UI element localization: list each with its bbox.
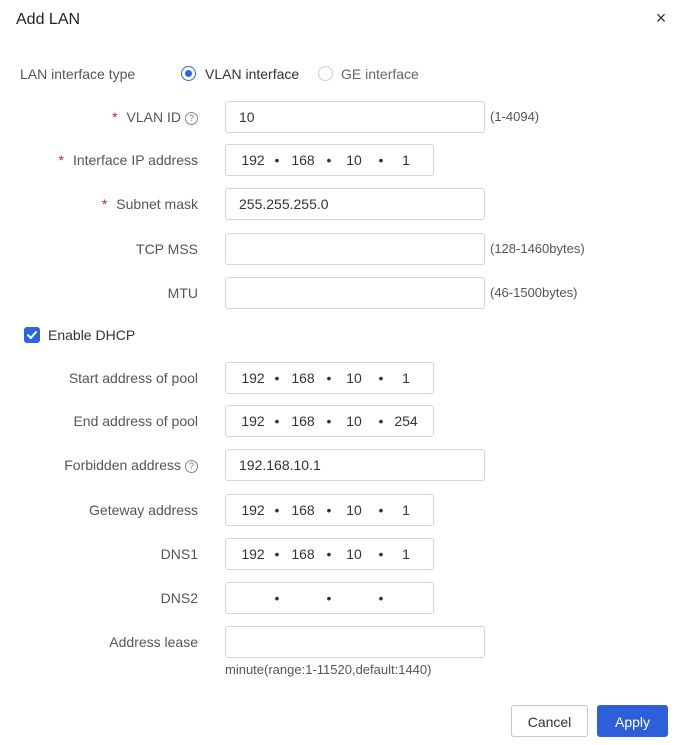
ip-dot: •	[378, 152, 384, 168]
lan-interface-type-row	[0, 59, 687, 89]
subnet-mask-label: * Subnet mask	[101, 196, 198, 212]
close-icon[interactable]: ×	[655, 8, 667, 28]
vlan-id-field[interactable]	[226, 102, 484, 132]
required-mark: *	[112, 109, 118, 125]
ip-octet[interactable]: 1	[402, 152, 410, 168]
address-lease-hint: minute(range:1-11520,default:1440)	[225, 662, 432, 677]
radio-vlan-interface[interactable]	[181, 66, 196, 81]
ip-octet[interactable]	[386, 583, 426, 613]
enable-dhcp-label[interactable]: Enable DHCP	[48, 327, 136, 343]
mtu-label: MTU	[167, 285, 198, 301]
ip-octet[interactable]	[233, 583, 273, 613]
dns1-input[interactable]	[225, 538, 434, 570]
gateway-address-row	[0, 494, 687, 526]
help-icon[interactable]: ?	[185, 112, 198, 125]
subnet-mask-input[interactable]	[225, 188, 485, 220]
ip-octet[interactable]	[334, 583, 374, 613]
required-mark: *	[58, 152, 64, 168]
address-lease-label: Address lease	[109, 634, 198, 650]
forbidden-address-field[interactable]	[226, 450, 484, 480]
cancel-button[interactable]: Cancel	[511, 705, 588, 737]
ip-dot: •	[326, 370, 332, 386]
forbidden-address-label: Forbidden address ?	[64, 449, 198, 481]
interface-ip-row	[0, 144, 687, 176]
ip-octet[interactable]: 10	[346, 413, 362, 429]
ip-octet[interactable]: 1	[402, 370, 410, 386]
help-icon[interactable]: ?	[185, 460, 198, 473]
tcp-mss-hint: (128-1460bytes)	[490, 241, 585, 256]
radio-ge-interface[interactable]	[318, 66, 333, 81]
tcp-mss-row	[0, 233, 687, 265]
mtu-input[interactable]	[225, 277, 485, 309]
ip-octet[interactable]: 192	[241, 370, 265, 386]
radio-ge-interface-label[interactable]: GE interface	[341, 66, 419, 82]
gateway-address-input[interactable]	[225, 494, 434, 526]
ip-octet[interactable]: 192	[241, 413, 265, 429]
ip-dot: •	[326, 546, 332, 562]
ip-octet[interactable]: 1	[402, 546, 410, 562]
dns2-row	[0, 582, 687, 614]
ip-dot: •	[326, 413, 332, 429]
ip-octet[interactable]: 192	[241, 502, 265, 518]
start-pool-label: Start address of pool	[68, 370, 198, 386]
end-pool-input[interactable]	[225, 405, 434, 437]
gateway-address-label: Geteway address	[89, 502, 198, 518]
start-pool-row	[0, 362, 687, 394]
vlan-id-hint: (1-4094)	[490, 109, 540, 124]
apply-button[interactable]: Apply	[597, 705, 668, 737]
ip-octet[interactable]: 10	[346, 152, 362, 168]
end-pool-row	[0, 405, 687, 437]
ip-octet[interactable]: 168	[291, 502, 315, 518]
ip-octet[interactable]: 10	[346, 370, 362, 386]
ip-octet[interactable]: 192	[241, 546, 265, 562]
ip-octet[interactable]: 10	[346, 546, 362, 562]
required-mark: *	[101, 196, 108, 212]
address-lease-field[interactable]	[226, 627, 484, 657]
tcp-mss-field[interactable]	[226, 234, 484, 264]
radio-vlan-interface-label[interactable]: VLAN interface	[205, 66, 300, 82]
subnet-mask-row	[0, 188, 687, 220]
ip-octet[interactable]: 168	[291, 413, 315, 429]
interface-ip-input[interactable]	[225, 144, 434, 176]
dns1-label: DNS1	[160, 546, 198, 562]
ip-octet[interactable]: 168	[291, 546, 315, 562]
address-lease-input[interactable]	[225, 626, 485, 658]
dialog-title: Add LAN	[16, 11, 81, 28]
ip-octet[interactable]: 168	[291, 370, 315, 386]
forbidden-address-input[interactable]	[225, 449, 485, 481]
forbidden-address-row	[0, 449, 687, 481]
interface-ip-label: * Interface IP address	[58, 152, 198, 168]
ip-octet[interactable]: 168	[291, 152, 315, 168]
ip-dot: •	[326, 590, 332, 606]
ip-octet[interactable]: 1	[402, 502, 410, 518]
ip-dot: •	[274, 413, 280, 429]
vlan-id-label: * VLAN ID ?	[112, 101, 198, 133]
ip-octet[interactable]: 10	[346, 502, 362, 518]
ip-dot: •	[326, 502, 332, 518]
ip-dot: •	[326, 152, 332, 168]
dns1-row	[0, 538, 687, 570]
address-lease-row	[0, 626, 687, 658]
ip-dot: •	[274, 546, 280, 562]
end-pool-label: End address of pool	[73, 413, 198, 429]
ip-dot: •	[378, 502, 384, 518]
subnet-mask-field[interactable]	[226, 189, 484, 219]
enable-dhcp-checkbox[interactable]	[24, 327, 40, 343]
mtu-field[interactable]	[226, 278, 484, 308]
ip-dot: •	[378, 370, 384, 386]
ip-dot: •	[274, 152, 280, 168]
ip-octet[interactable]	[283, 583, 323, 613]
ip-octet[interactable]: 254	[394, 413, 418, 429]
vlan-id-row	[0, 101, 687, 133]
start-pool-input[interactable]	[225, 362, 434, 394]
dns2-input[interactable]	[225, 582, 434, 614]
ip-dot: •	[274, 590, 280, 606]
vlan-id-input[interactable]	[225, 101, 485, 133]
mtu-row	[0, 277, 687, 309]
tcp-mss-input[interactable]	[225, 233, 485, 265]
ip-dot: •	[378, 413, 384, 429]
check-icon	[26, 329, 38, 341]
ip-dot: •	[378, 590, 384, 606]
dns2-label: DNS2	[160, 590, 198, 606]
ip-dot: •	[378, 546, 384, 562]
ip-dot: •	[274, 370, 280, 386]
mtu-hint: (46-1500bytes)	[490, 285, 578, 300]
lan-interface-type-label: LAN interface type	[20, 66, 136, 82]
tcp-mss-label: TCP MSS	[136, 241, 198, 257]
ip-dot: •	[274, 502, 280, 518]
ip-octet[interactable]: 192	[241, 152, 265, 168]
